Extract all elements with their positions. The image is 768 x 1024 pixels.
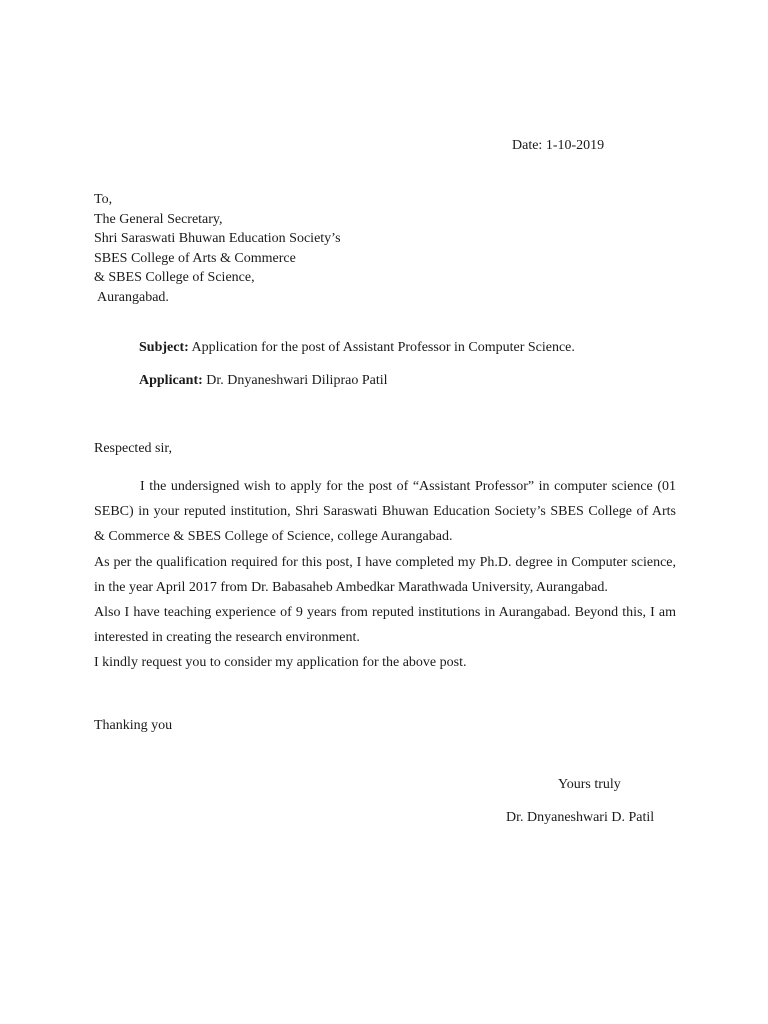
applicant-label: Applicant: <box>139 373 203 388</box>
applicant-text: Dr. Dnyaneshwari Diliprao Patil <box>202 373 388 388</box>
address-line-4: & SBES College of Science, <box>94 270 255 286</box>
thanks-line: Thanking you <box>94 718 173 733</box>
salutation: Respected sir, <box>94 441 172 456</box>
subject-text: Application for the post of Assistant Professor in Computer Science. <box>188 340 575 355</box>
closing-line: Yours truly <box>558 777 621 792</box>
recipient-address <box>94 190 341 308</box>
body-paragraph-1: I the undersigned wish to apply for the post of “Assistant Professor” in computer science (01 SEBC) in your reputed institution, Shri Saraswati Bhuwan Education Society’s SBES College of Arts & Commerce & SBES College of Science, college Aurangabad. <box>94 479 676 545</box>
letter-date: Date: 1-10-2019 <box>512 138 605 153</box>
applicant-line <box>139 373 387 389</box>
address-line-5: Aurangabad. <box>97 289 169 305</box>
body-paragraph-3: Also I have teaching experience of 9 years from reputed institutions in Aurangabad. Beyond this, I am interested in creating the research environment. <box>94 605 676 646</box>
signature-name: Dr. Dnyaneshwari D. Patil <box>506 810 655 825</box>
body-paragraph-2: As per the qualification required for this post, I have completed my Ph.D. degree in Computer science, in the year April 2017 from Dr. Babasaheb Ambedkar Marathwada University, Aurangabad. <box>94 554 676 595</box>
body-paragraph-4: I kindly request you to consider my application for the above post. <box>94 655 467 671</box>
subject-line <box>139 340 575 356</box>
subject-label: Subject: <box>139 340 189 355</box>
address-line-1: The General Secretary, <box>94 211 223 227</box>
address-line-2: Shri Saraswati Bhuwan Education Society’s <box>94 231 341 247</box>
address-line-3: SBES College of Arts & Commerce <box>94 250 296 266</box>
address-to: To, <box>94 192 113 207</box>
letter-body <box>94 474 676 676</box>
